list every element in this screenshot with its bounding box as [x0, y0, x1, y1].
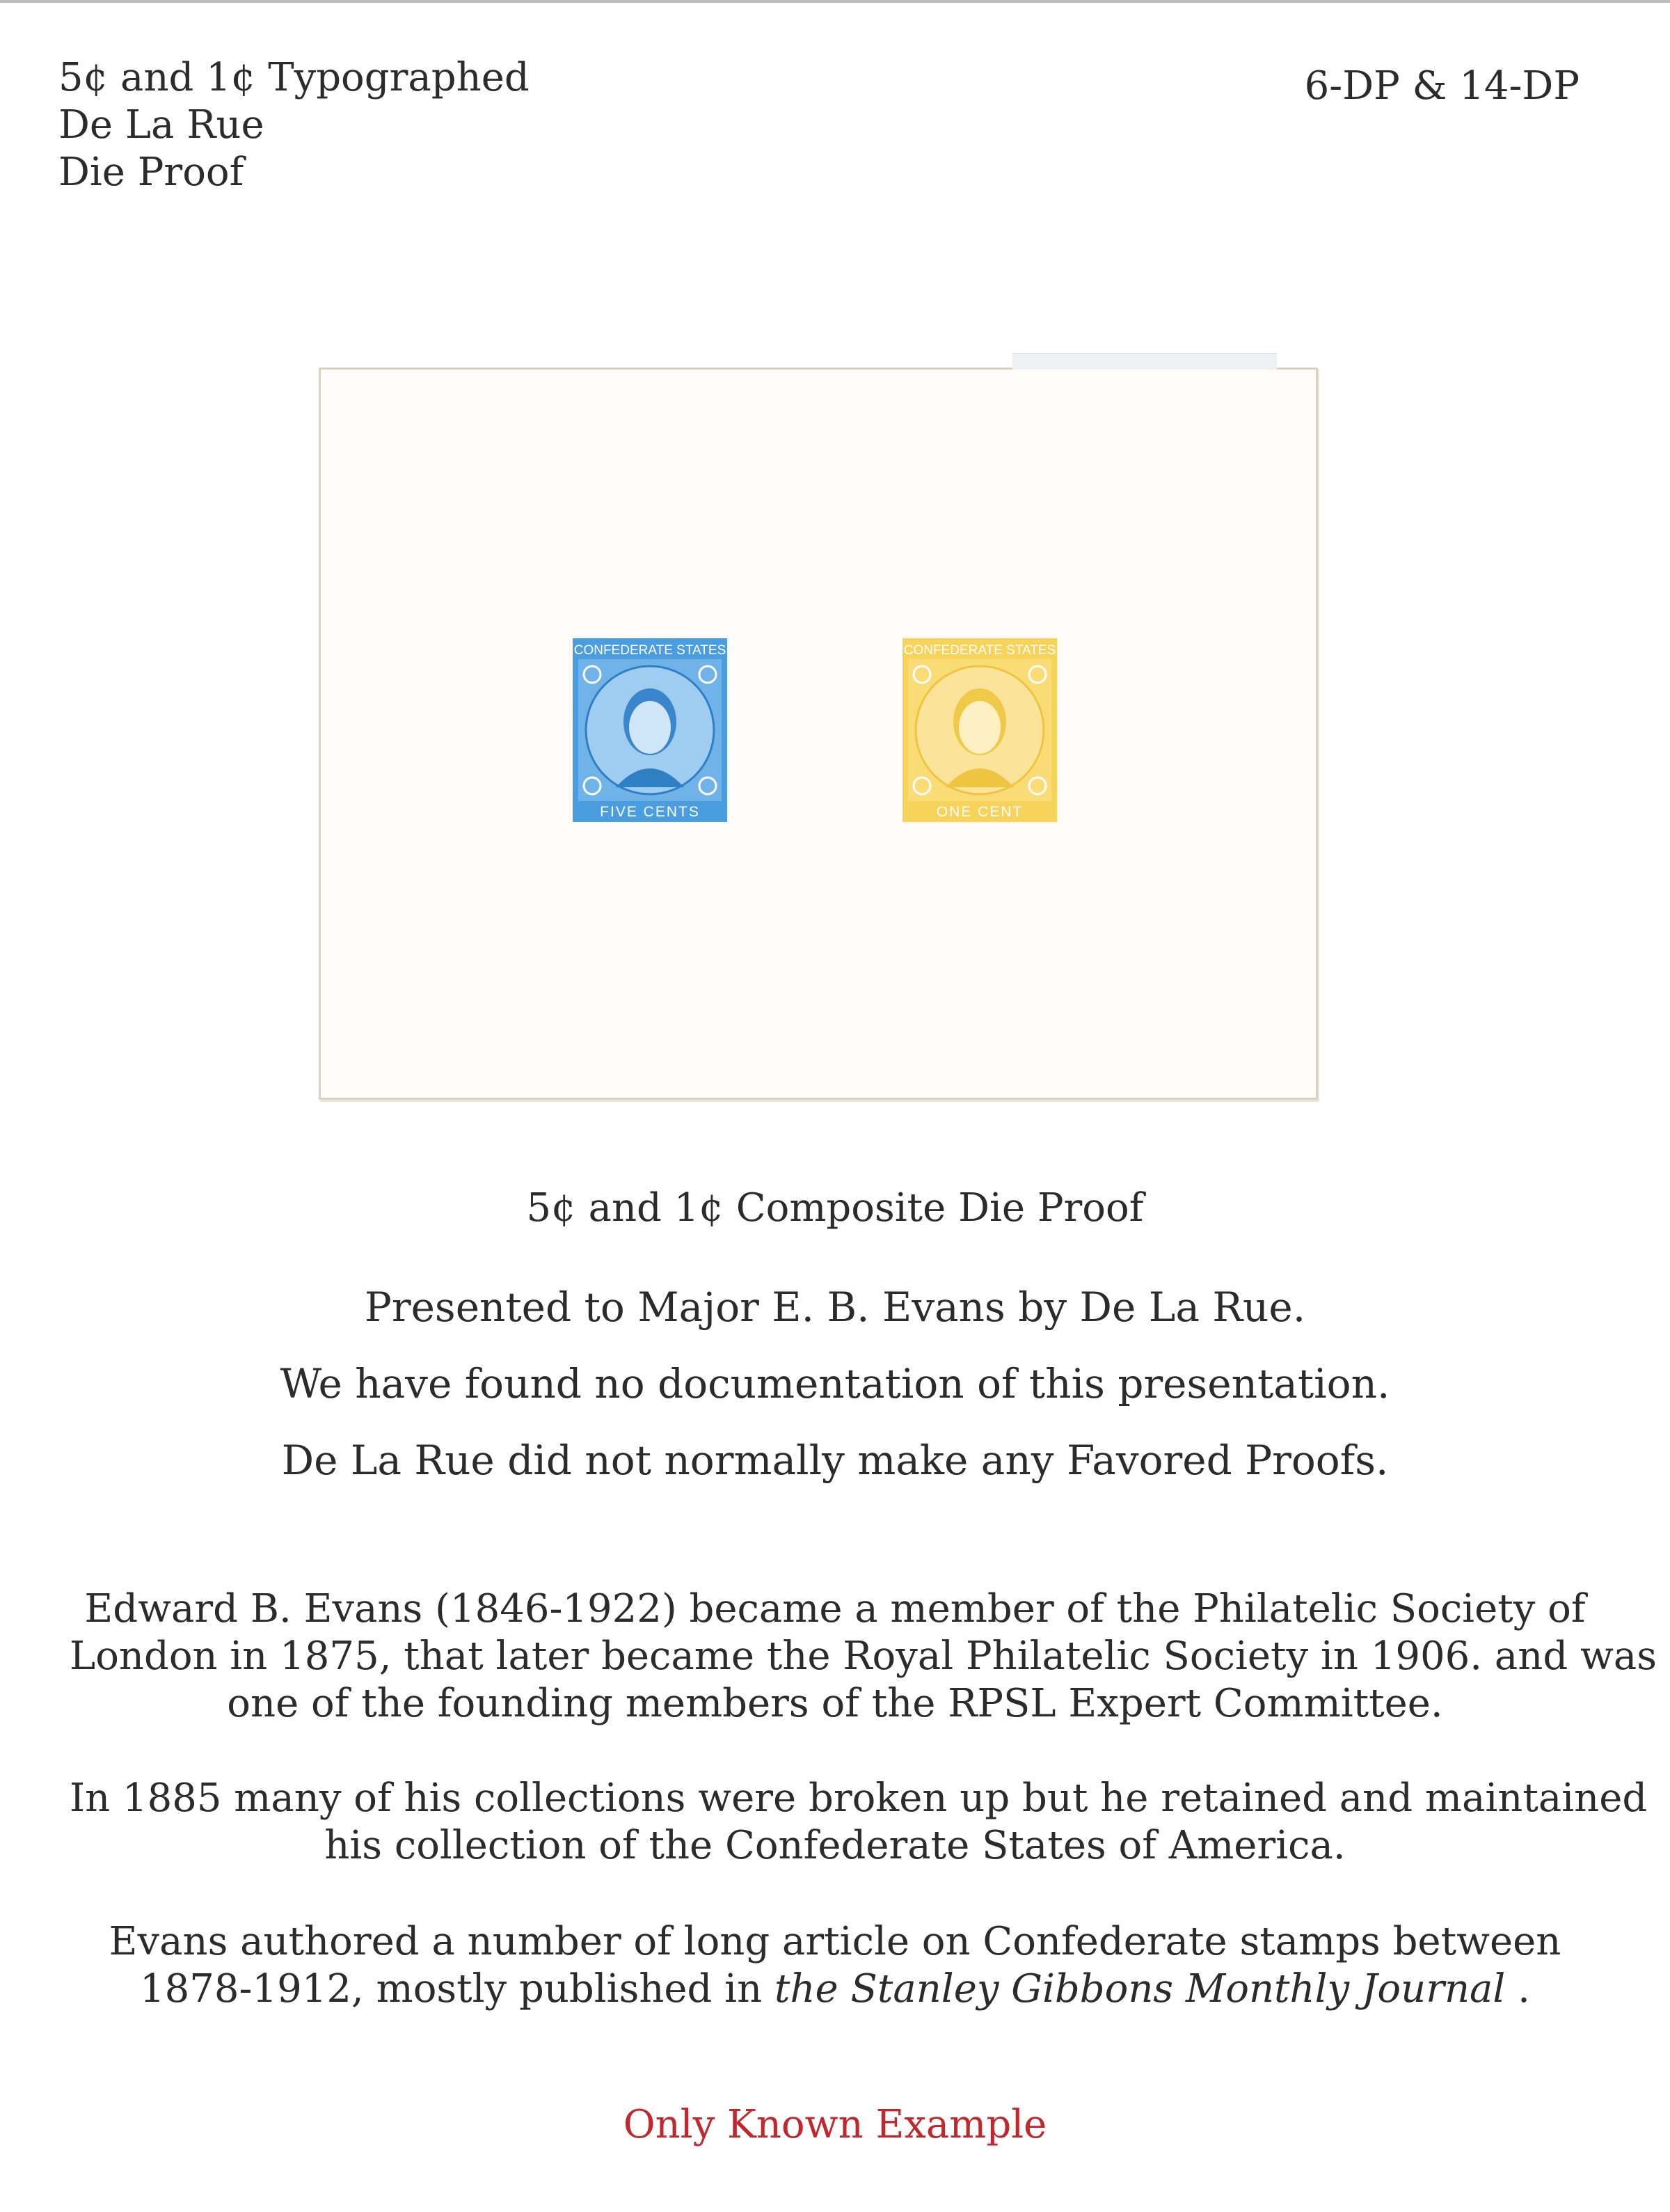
header-printer: De La Rue — [58, 102, 264, 148]
top-rule — [0, 0, 1670, 3]
stamp-top-text: CONFEDERATE STATES — [903, 643, 1056, 658]
articles-line: Evans authored a number of long article on Confederate stamps between — [109, 1919, 1561, 1964]
collections-line: his collection of the Confederate States of America. — [324, 1823, 1346, 1868]
die-proof-card — [319, 368, 1318, 1100]
documentation-note: We have found no documentation of this presentation. — [280, 1360, 1390, 1407]
proof-caption-title: 5¢ and 1¢ Composite Die Proof — [526, 1185, 1144, 1231]
articles-line — [70, 1966, 1600, 2013]
header-title-block — [58, 54, 530, 196]
one-cent-stamp-proof — [902, 638, 1057, 822]
stamp-top-text: CONFEDERATE STATES — [573, 643, 726, 658]
biography-line: London in 1875, that later became the Royal Philatelic Society in 1906. and was — [70, 1634, 1657, 1679]
favored-proofs-note: De La Rue did not normally make any Favored Proofs. — [281, 1437, 1389, 1484]
one-cent-stamp-image — [902, 638, 1057, 822]
presentation-note: Presented to Major E. B. Evans by De La Rue. — [364, 1283, 1306, 1331]
card-corner-strip — [1012, 353, 1277, 370]
only-known-example-note: Only Known Example — [623, 2102, 1047, 2147]
header-proof-type: Die Proof — [58, 150, 244, 195]
stamp-bottom-text: FIVE CENTS — [600, 804, 700, 820]
five-cent-stamp-image — [573, 638, 727, 822]
header-denomination: 5¢ and 1¢ Typographed — [58, 55, 530, 100]
evans-biography — [70, 1586, 1657, 1728]
five-cent-stamp-proof — [573, 638, 727, 822]
journal-title: the Stanley Gibbons Monthly Journal — [774, 1966, 1506, 2012]
articles-suffix: . — [1505, 1966, 1530, 2012]
biography-line: Edward B. Evans (1846-1922) became a member of the Philatelic Society of — [84, 1586, 1586, 1632]
biography-line: one of the founding members of the RPSL Expert Committee. — [227, 1681, 1443, 1726]
collections-paragraph — [70, 1775, 1648, 1870]
catalog-numbers: 6-DP & 14-DP — [1304, 63, 1580, 109]
collections-line: In 1885 many of his collections were broken up but he retained and maintained — [70, 1776, 1648, 1821]
articles-paragraph — [70, 1918, 1600, 2013]
stamp-bottom-text: ONE CENT — [936, 804, 1024, 820]
articles-prefix: 1878-1912, mostly published in — [140, 1966, 774, 2012]
